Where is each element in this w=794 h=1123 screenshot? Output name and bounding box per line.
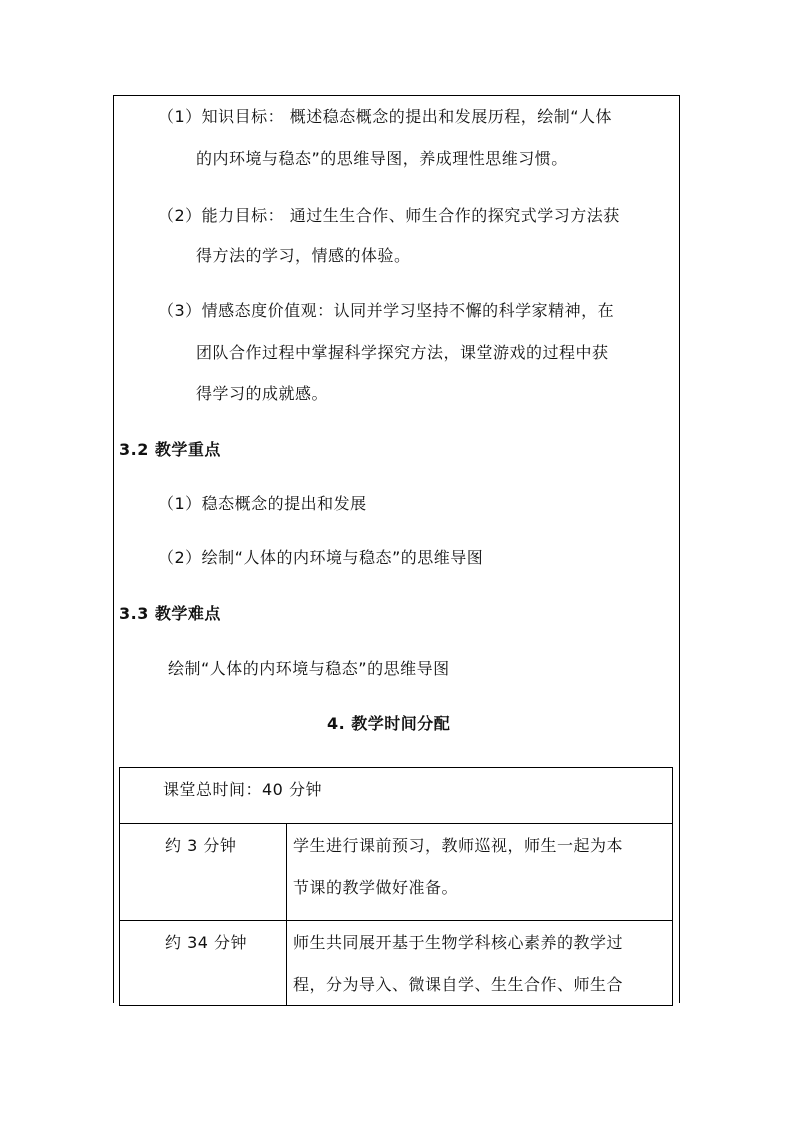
objective-emotion-line1: （3）情感态度价值观：认同并学习坚持不懈的科学家精神，在 <box>158 301 615 320</box>
objective-emotion-line2: 团队合作过程中掌握科学探究方法，课堂游戏的过程中获 <box>196 343 609 362</box>
description-cell <box>287 824 673 921</box>
objective-emotion-line3: 得学习的成就感。 <box>196 384 329 403</box>
description-line-1: 师生共同展开基于生物学科核心素养的教学过 <box>293 933 624 952</box>
time-section-title: 4. 教学时间分配 <box>327 714 451 733</box>
table-row <box>120 824 673 921</box>
table-row <box>120 768 673 824</box>
time-cell <box>120 921 287 1006</box>
objective-ability-line1: （2）能力目标： 通过生生合作、师生合作的探究式学习方法获 <box>158 206 620 225</box>
time-cell <box>120 824 287 921</box>
objective-knowledge-line2: 的内环境与稳态”的思维导图，养成理性思维习惯。 <box>196 149 568 168</box>
description-cell <box>287 921 673 1006</box>
time-text: 约 34 分钟 <box>165 933 248 952</box>
key-point-item-2: （2）绘制“人体的内环境与稳态”的思维导图 <box>158 548 484 567</box>
table-row <box>120 921 673 1006</box>
time-text: 约 3 分钟 <box>165 836 237 855</box>
description-line-2: 节课的教学做好准备。 <box>293 878 459 897</box>
objective-knowledge-line1: （1）知识目标： 概述稳态概念的提出和发展历程，绘制“人体 <box>158 107 613 126</box>
difficulties-heading: 3.3 教学难点 <box>119 604 221 623</box>
description-line-1: 学生进行课前预习，教师巡视，师生一起为本 <box>293 836 624 855</box>
objective-ability-line2: 得方法的学习，情感的体验。 <box>196 246 411 265</box>
description-line-2: 程，分为导入、微课自学、生生合作、师生合 <box>293 975 624 994</box>
total-time-text: 课堂总时间：40 分钟 <box>163 780 322 799</box>
time-allocation-table <box>119 767 673 1006</box>
key-points-heading: 3.2 教学重点 <box>119 440 221 459</box>
difficulty-item-1: 绘制“人体的内环境与稳态”的思维导图 <box>168 659 450 678</box>
total-time-cell <box>120 768 673 824</box>
key-point-item-1: （1）稳态概念的提出和发展 <box>158 494 367 513</box>
